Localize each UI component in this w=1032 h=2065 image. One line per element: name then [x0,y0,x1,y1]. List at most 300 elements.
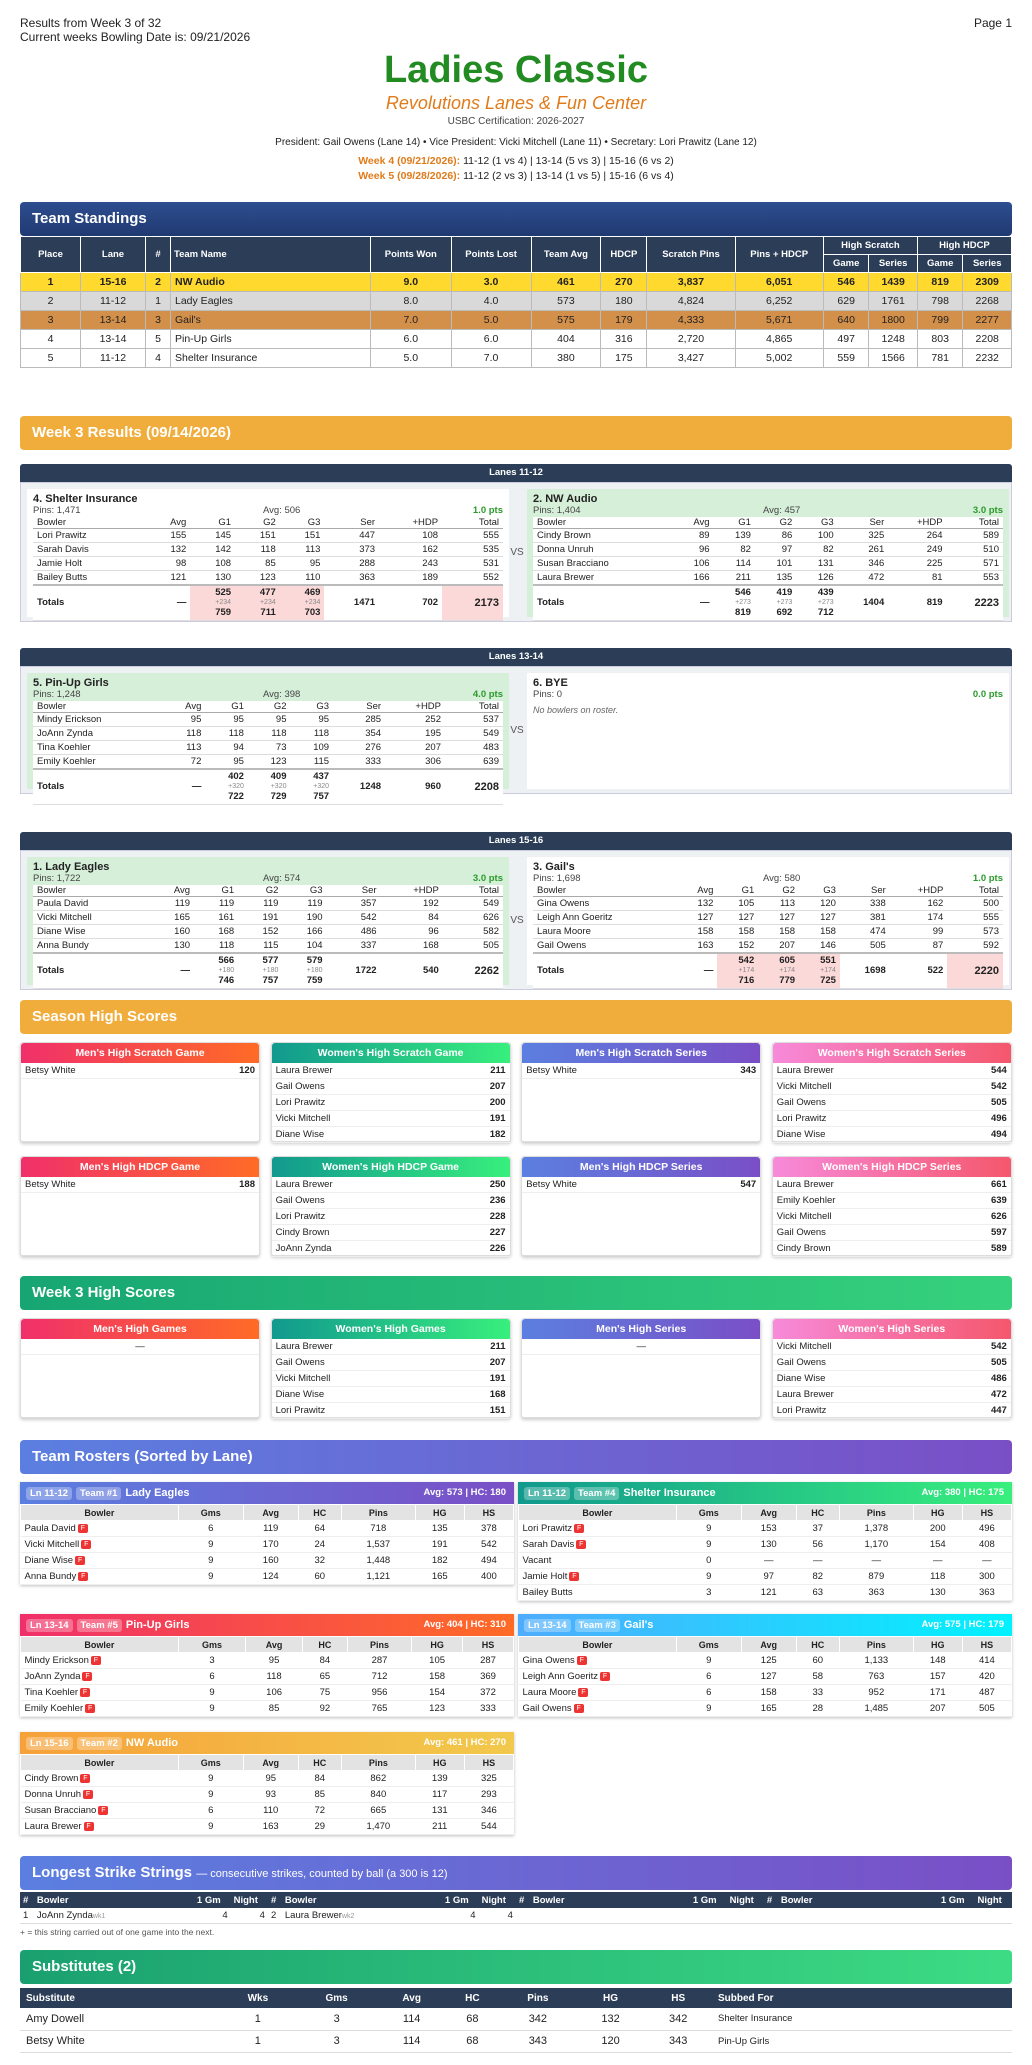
totals-game [755,585,796,621]
strikes-col-header: 1 Gm [938,1892,975,1908]
game-cell: 98 [145,557,190,571]
roster-value: Tina Koehler [24,1687,79,1698]
roster-cell [913,1569,962,1585]
game-cell: 243 [379,557,442,571]
team-name: 5. Pin-Up Girls [33,677,109,689]
bowler-name: Gail Owens [776,1227,826,1238]
bowler-name: Laura Brewer [776,1065,834,1076]
roster-cell [341,1771,415,1787]
roster-avg-hc: Avg: 404 | HC: 310 [423,1619,506,1630]
bowler-row [533,925,1003,939]
game-cell: 325 [838,529,889,543]
bowler-name: Gail Owens [275,1195,325,1206]
game-cell: 118 [235,543,280,557]
roster-cell [519,1701,677,1717]
game-col-header: Ser [327,885,381,897]
upcoming-weeks [0,154,1032,184]
totals-row [533,953,1003,989]
roster-value: 372 [480,1687,496,1698]
team-pins: Pins: 0 [533,689,563,700]
roster-row [21,1669,514,1685]
roster-col-header: HC [796,1505,839,1521]
totals-game [194,953,238,989]
roster-cell [676,1553,741,1569]
roster-row [21,1819,514,1835]
roster-cell [519,1585,677,1601]
roster-cell [412,1653,463,1669]
roster-row [21,1569,514,1585]
roster-cell [298,1521,341,1537]
roster-col-header: Pins [839,1505,913,1521]
strike-empty [764,1908,778,1923]
card-row [272,1403,510,1419]
vs-label: VS [510,547,524,558]
team-avg: Avg: 580 [763,873,801,884]
bowler-name: Lori Prawitz [275,1211,326,1222]
roster-value: 148 [929,1655,946,1666]
roster-cell [21,1553,179,1569]
score-value: 168 [489,1389,506,1400]
high-score-card [521,1318,761,1418]
game-col-header: G3 [796,517,837,529]
bowler-row [533,911,1003,925]
strike-bowler [282,1908,442,1923]
roster-cell [21,1521,179,1537]
roster-cell [839,1653,913,1669]
week4-schedule: 11-12 (1 vs 4) | 13-14 (5 vs 3) | 15-16 (6 vs 2) [463,155,674,167]
standings-cell: 3,837 [647,273,735,292]
roster-col-header: Avg [246,1637,303,1653]
game-scratch: 579 [306,954,323,966]
bowler-row [33,571,503,585]
totals-avg: — [162,769,205,805]
bowler-row [533,543,1003,557]
game-header-row [33,701,503,713]
game-scratch: 605 [779,954,796,966]
standings-cell: 1566 [869,349,917,368]
roster-value: 65 [319,1671,331,1682]
standings-cell: 4.0 [451,292,531,311]
game-cell: 119 [282,897,326,911]
standings-cell: 640 [823,311,869,330]
subs-col-header: Pins [499,1988,577,2008]
col-sub: Series [963,255,1012,273]
game-cell: 192 [381,897,443,911]
team-name: 3. Gail's [533,861,575,873]
sub-cell: 1 [220,2030,296,2052]
roster-row [519,1553,1012,1569]
page-number: Page 1 [973,16,1012,30]
game-cell: 100 [796,529,837,543]
roster-cell [463,1685,514,1701]
standings-cell: 575 [531,311,601,330]
score-value: 211 [490,1341,506,1352]
roster-value: 496 [978,1523,995,1534]
roster-value: 92 [319,1703,331,1714]
roster-value: 130 [929,1587,946,1598]
roster-cell [412,1669,463,1685]
game-cell: 168 [194,925,238,939]
roster-cell [741,1521,796,1537]
roster-cell [519,1537,677,1553]
game-col-header: G2 [758,885,799,897]
officers: President: Gail Owens (Lane 14) • Vice President: Vicki Mitchell (Lane 11) • Secretary: Lori Prawitz (Lane 12) [275,137,757,148]
game-cell: 81 [888,571,946,585]
roster-value: 763 [868,1671,885,1682]
roster-cell [962,1653,1011,1669]
roster-cell [676,1569,741,1585]
roster-value: 191 [431,1539,448,1550]
game-cell: 95 [291,713,334,727]
roster-team-name: Lady Eagles [125,1487,190,1499]
roster-col-header: Avg [243,1755,298,1771]
game-cell: 95 [248,713,291,727]
card-row [773,1127,1011,1143]
game-total: 759 [215,606,232,618]
sub-cell: 1 [220,2008,296,2030]
roster-row [519,1701,1012,1717]
col-pins-hdcp: Pins + HDCP [735,237,823,273]
roster-value: 487 [978,1687,995,1698]
roster-value: Bailey Butts [522,1587,573,1598]
game-cell: 152 [238,925,282,939]
game-table [33,701,503,805]
standings-cell: 6.0 [451,330,531,349]
game-table [533,885,1003,989]
roster-value: 82 [812,1571,824,1582]
game-cell: 285 [333,713,385,727]
score-value: 200 [489,1097,506,1108]
standings-cell: 2 [146,273,171,292]
game-hdcp: +180 [306,966,323,974]
standings-cell: 2309 [963,273,1012,292]
team-pins-line [533,689,1003,701]
roster-col-header: HG [412,1637,463,1653]
roster-value: 363 [868,1587,885,1598]
standings-cell: Pin-Up Girls [171,330,371,349]
roster-cell [341,1803,415,1819]
strikes-col-header: Night [727,1892,764,1908]
subs-col-header: Substitute [20,1988,220,2008]
roster-cell [839,1537,913,1553]
sub-cell: 68 [446,2030,499,2052]
roster-row [21,1685,514,1701]
game-total: 712 [817,606,834,618]
game-scratch: 566 [218,954,235,966]
roster-row [21,1701,514,1717]
roster-cell [341,1553,415,1569]
roster-value: 420 [978,1671,995,1682]
game-total: 759 [306,974,323,986]
totals-game [282,953,326,989]
card-row [21,1177,259,1193]
subs-col-header: HG [577,1988,645,2008]
card-row [272,1193,510,1209]
card-row [773,1177,1011,1193]
roster-cell [178,1537,243,1553]
roster-value: 158 [429,1671,446,1682]
roster-value: 1,170 [864,1539,889,1550]
game-cell: 483 [445,741,503,755]
col-won: Points Won [371,237,452,273]
roster-lane: Ln 11-12 [524,1487,570,1500]
card-row [773,1387,1011,1403]
game-cell: 118 [162,727,205,741]
team-name: 1. Lady Eagles [33,861,110,873]
game-col-header: Ser [333,701,385,713]
card-row [272,1127,510,1143]
roster-cell [341,1569,415,1585]
roster-value: 1,448 [366,1555,391,1566]
roster-value: 153 [760,1523,777,1534]
game-cell: 121 [145,571,190,585]
roster-cell [302,1685,347,1701]
roster-value: 9 [706,1655,712,1666]
standings-row [21,292,1012,311]
game-cell: 486 [327,925,381,939]
game-cell: 115 [291,755,334,769]
roster-cell [341,1537,415,1553]
roster-cell [463,1701,514,1717]
game-cell: 337 [327,939,381,953]
bowler-row [533,557,1003,571]
strikes-subtitle: — consecutive strikes, counted by ball (a 300 is 12) [196,1868,448,1880]
roster-lane: Ln 11-12 [26,1487,72,1500]
roster-value: 287 [371,1655,388,1666]
game-col-header: G1 [717,885,758,897]
game-hdcp: +174 [779,966,796,974]
roster-value: 6 [209,1671,215,1682]
roster-team-no: Team #4 [574,1487,619,1500]
standings-cell: 380 [531,349,601,368]
roster-cell [415,1569,464,1585]
roster-value: Anna Bundy [24,1571,77,1582]
standings-cell: 11-12 [81,349,146,368]
bowler-name: Vicki Mitchell [275,1373,331,1384]
roster-value: 32 [314,1555,326,1566]
score-value: 188 [239,1179,255,1190]
game-cell: 87 [890,939,948,953]
game-scratch: 402 [228,770,244,782]
strikes-table-wrap [20,1892,1012,1937]
game-cell: 190 [282,911,326,925]
roster-cell [913,1553,962,1569]
game-cell: Emily Koehler [33,755,162,769]
team-points: 3.0 pts [972,505,1003,516]
game-cell: 132 [676,897,717,911]
card-row [773,1193,1011,1209]
roster-cell [676,1521,741,1537]
totals-game [248,769,291,805]
roster-table [20,1754,514,1835]
game-cell: 357 [327,897,381,911]
roster-cell [21,1653,179,1669]
team-avg: Avg: 574 [263,873,301,884]
page-topbar [20,16,1012,46]
standings-cell: 4 [21,330,81,349]
score-value: 589 [990,1243,1007,1254]
roster-col-header: Bowler [519,1505,677,1521]
game-cell: Cindy Brown [533,529,672,543]
roster-value: 158 [760,1687,777,1698]
match-team [527,673,1009,789]
game-cell: 589 [947,529,1003,543]
game-cell: 549 [443,897,503,911]
roster-value: 160 [262,1555,279,1566]
roster-cell [21,1685,179,1701]
roster-value: 712 [371,1671,388,1682]
game-cell: 85 [235,557,280,571]
totals-label: Totals [533,953,676,989]
league-header [0,48,1032,184]
bowler-name: Diane Wise [275,1129,325,1140]
game-scratch: 542 [738,954,755,966]
game-cell: 145 [190,529,235,543]
roster-value: 862 [370,1773,387,1784]
roster-value: 505 [978,1703,995,1714]
subs-table [20,1988,1012,2053]
game-hdcp: +180 [218,966,235,974]
roster-header-row [21,1505,514,1521]
game-scratch: 546 [735,586,751,598]
standings-cell: 7.0 [451,349,531,368]
game-cell: 109 [291,741,334,755]
game-cell: 505 [443,939,503,953]
roster-value: 154 [429,1687,446,1698]
standings-cell: 1248 [869,330,917,349]
roster-cell [796,1585,839,1601]
sub-cell: Betsy White [20,2030,220,2052]
roster-value: 131 [431,1805,448,1816]
roster-cell [178,1669,245,1685]
game-cell: 535 [442,543,503,557]
roster-value: Susan Bracciano [24,1805,97,1816]
strikes-title: Longest Strike Strings [32,1864,193,1881]
team-pins-line [33,505,503,517]
roster-team-no: Team #2 [77,1737,122,1750]
score-value: 151 [489,1405,506,1416]
game-scratch: 577 [262,954,279,966]
bowler-name: Diane Wise [776,1373,826,1384]
game-cell: 555 [947,911,1003,925]
col-place: Place [21,237,81,273]
roster-value: 1,537 [366,1539,391,1550]
date-line: Current weeks Bowling Date is: 09/21/2026 [20,30,251,44]
game-header-row [33,517,503,529]
card-title: Women's High Scratch Series [773,1043,1011,1063]
bowler-row [33,925,503,939]
roster-cell [415,1787,464,1803]
game-total: 757 [262,974,279,986]
totals-game [758,953,799,989]
bowler-row [33,897,503,911]
game-cell: 73 [248,741,291,755]
roster-value: 123 [429,1703,446,1714]
game-cell: 113 [162,741,205,755]
roster-cell [676,1537,741,1553]
team-avg: Avg: 506 [263,505,301,516]
bowler-row [33,911,503,925]
team-name: 6. BYE [533,677,568,689]
game-cell: 104 [282,939,326,953]
game-cell: Bailey Butts [33,571,145,585]
score-value: 547 [740,1179,757,1190]
roster-value: 118 [266,1671,282,1682]
roster-cell [913,1685,962,1701]
roster-row [519,1669,1012,1685]
standings-cell: 8.0 [371,292,452,311]
score-value: 597 [990,1227,1007,1238]
game-cell: 158 [799,925,840,939]
standings-cell: 1761 [869,292,917,311]
roster-cell [21,1569,179,1585]
roster-header-row [519,1505,1012,1521]
game-col-header: G2 [248,701,291,713]
match-team [27,857,509,985]
strike-empty [975,1908,1012,1923]
roster-col-header: Pins [341,1755,415,1771]
col-sub: Series [869,255,917,273]
roster-team-name: Pin-Up Girls [125,1619,190,1631]
game-total: 692 [776,606,793,618]
game-cell: 158 [758,925,799,939]
game-col-header: G3 [280,517,325,529]
game-cell: 146 [799,939,840,953]
roster-table [518,1636,1012,1717]
roster-value: 75 [319,1687,331,1698]
standings-cell: 4,333 [647,311,735,330]
roster-cell [913,1653,962,1669]
standings-cell: 5.0 [451,311,531,330]
female-badge-icon: F [574,1524,584,1533]
score-value: 182 [489,1129,506,1140]
game-cell: Susan Bracciano [533,557,672,571]
game-total: 722 [228,790,244,802]
roster-cell [962,1685,1011,1701]
standings-cell: 5,002 [735,349,823,368]
roster-value: Sarah Davis [522,1539,575,1550]
roster-value: 9 [706,1539,712,1550]
totals-game [796,585,837,621]
standings-cell: 781 [917,349,963,368]
roster-row [21,1803,514,1819]
roster-team-no: Team #3 [575,1619,620,1632]
roster-cell [962,1569,1011,1585]
roster-cell [962,1553,1011,1569]
game-cell: 119 [149,897,194,911]
strike-bowler [34,1908,194,1923]
game-cell: 106 [672,557,714,571]
score-value: 447 [990,1405,1007,1416]
standings-cell: 270 [601,273,647,292]
bowler-name: Laura Brewer [275,1065,333,1076]
roster-value: — [871,1555,882,1566]
card-title: Men's High HDCP Series [522,1157,760,1177]
game-table [533,517,1003,621]
game-col-header: Bowler [33,701,162,713]
game-cell: 72 [162,755,205,769]
col-team: Team Name [171,237,371,273]
league-title: Ladies Classic [383,49,649,91]
roster-cell [676,1585,741,1601]
roster-cell [415,1537,464,1553]
game-cell: 573 [947,925,1003,939]
roster-col-header: HC [796,1637,839,1653]
card-row [522,1177,760,1193]
sub-cell: 3 [296,2008,378,2030]
roster-value: 63 [812,1587,824,1598]
card-row [272,1355,510,1371]
